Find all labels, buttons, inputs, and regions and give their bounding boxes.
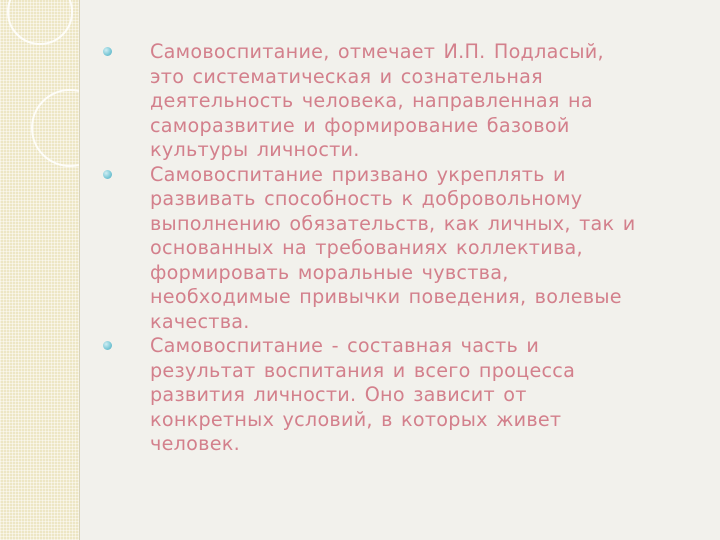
bullet-circle-icon: [103, 47, 112, 56]
bullet-text: Самовоспитание призвано укреплять и развивать способность к добровольному выполнению обязательств, как личных, так и основанных на требованиях коллектива, формировать моральные чувства, необходимые привычки поведения, волевые качества.: [150, 162, 636, 333]
circle-ornament-icon: [0, 0, 79, 180]
bullet-circle-icon: [103, 170, 112, 179]
bullet-text: Самовоспитание - составная часть и результат воспитания и всего процесса развития личности. Оно зависит от конкретных условий, в которых живет человек.: [150, 334, 576, 455]
bullet-item-1: [100, 40, 700, 163]
bullet-circle-icon: [103, 341, 112, 350]
bullet-list: [100, 40, 700, 457]
slide-content: [100, 40, 700, 457]
band-divider: [79, 0, 80, 540]
bullet-text: Самовоспитание, отмечает И.П. Подласый, это систематическая и сознательная деятельность человека, направленная на саморазвитие и формирование базовой культуры личности.: [150, 40, 604, 161]
bullet-item-3: [100, 334, 700, 457]
bullet-item-2: [100, 163, 700, 335]
decorative-left-band: [0, 0, 79, 540]
